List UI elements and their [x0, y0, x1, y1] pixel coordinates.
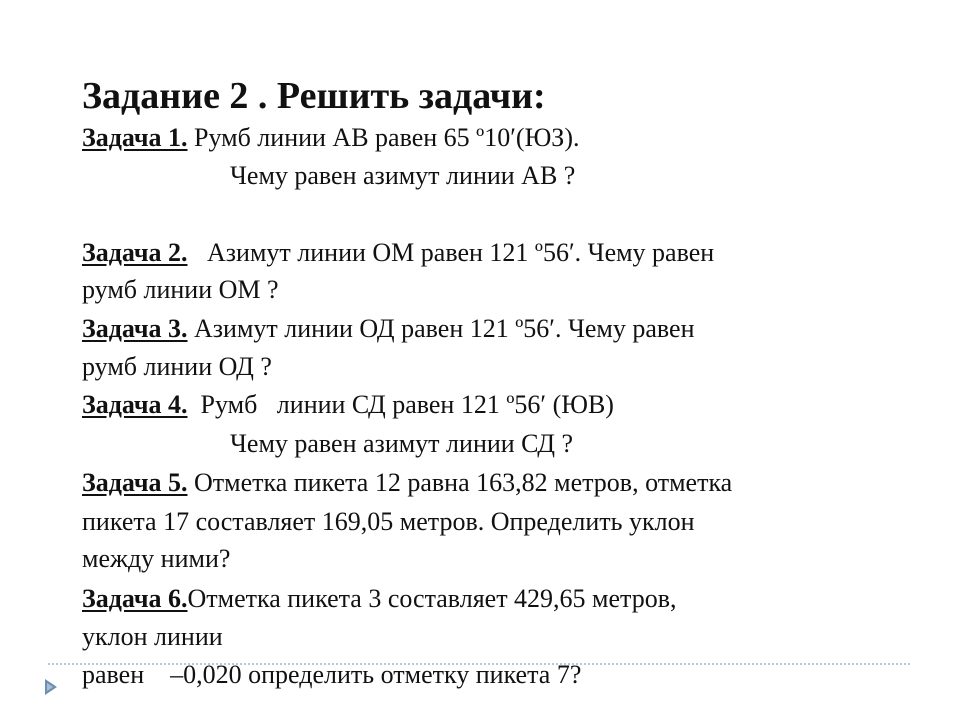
- footer-separator: [48, 663, 910, 665]
- task-1-text-2: Чему равен азимут линии АВ ?: [230, 161, 576, 190]
- task-1-line-2: [230, 159, 575, 193]
- task-5-label: Задача 5.: [82, 468, 188, 497]
- task-5-text-3: между ними?: [82, 544, 231, 573]
- task-3-text-2: румб линии ОД ?: [82, 352, 272, 381]
- slide-title: Задание 2 . Решить задачи:: [82, 75, 546, 117]
- task-4-text-1: Румб линии СД равен 121 º56′ (ЮВ): [194, 390, 614, 419]
- task-4-label: Задача 4.: [82, 390, 188, 419]
- task-1-line-1: [82, 121, 579, 155]
- task-6-line-1: [82, 582, 677, 616]
- task-5-line-3: [82, 542, 230, 576]
- task-3-text-1: Азимут линии ОД равен 121 º56′. Чему равен: [194, 314, 695, 343]
- task-2-label: Задача 2.: [82, 238, 188, 267]
- task-5-line-1: [82, 466, 732, 500]
- task-5-text-2: пикета 17 составляет 169,05 метров. Определить уклон: [82, 507, 695, 536]
- task-1-label: Задача 1.: [82, 123, 188, 152]
- task-2-line-1: [82, 236, 714, 270]
- task-3-label: Задача 3.: [82, 314, 188, 343]
- task-6-text-2: уклон линии: [82, 622, 223, 651]
- task-6-text-1: Отметка пикета 3 составляет 429,65 метров,: [187, 584, 677, 613]
- task-1-text-1: Румб линии АВ равен 65 º10′(ЮЗ).: [194, 123, 580, 152]
- task-4-line-2: [230, 427, 573, 461]
- task-4-line-1: [82, 388, 614, 422]
- task-4-text-2: Чему равен азимут линии СД ?: [230, 429, 574, 458]
- task-2-text-2: румб линии ОМ ?: [82, 275, 279, 304]
- task-6-label: Задача 6.: [82, 584, 188, 613]
- task-6-text-3: равен –0,020 определить отметку пикета 7?: [82, 660, 582, 689]
- task-2-text-1: Азимут линии ОМ равен 121 º56′. Чему равен: [194, 238, 715, 267]
- task-6-line-2: [82, 620, 223, 654]
- task-2-line-2: [82, 273, 279, 307]
- task-5-line-2: [82, 505, 695, 539]
- triangle-arrow-icon: [44, 678, 58, 696]
- task-3-line-1: [82, 312, 695, 346]
- task-3-line-2: [82, 350, 272, 384]
- task-5-text-1: Отметка пикета 12 равна 163,82 метров, отметка: [194, 468, 733, 497]
